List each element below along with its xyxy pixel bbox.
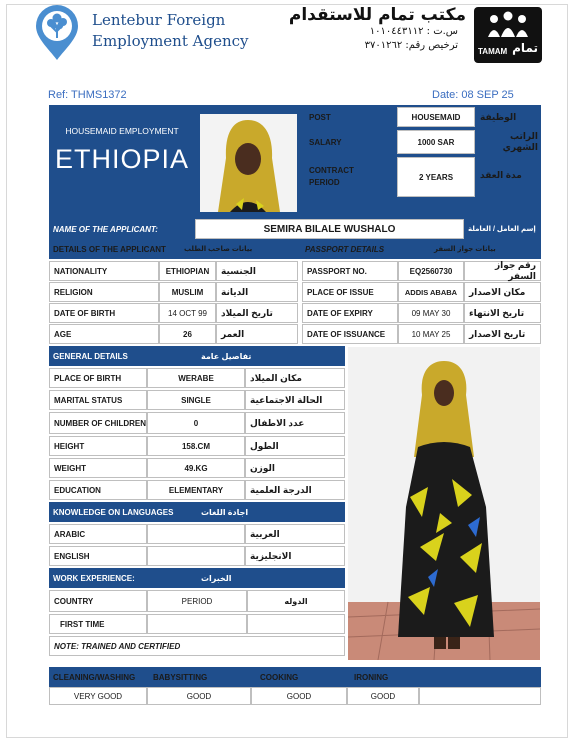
english-value bbox=[147, 546, 245, 566]
skill-babysitting-label: BABYSITTING bbox=[153, 672, 208, 682]
skill-cleaning-label: CLEANING/WASHING bbox=[53, 672, 136, 682]
nationality-ar: الجنسية bbox=[216, 261, 298, 281]
expiry-label: DATE OF EXPIRY bbox=[302, 303, 398, 323]
height-ar: الطول bbox=[245, 436, 345, 456]
age-ar: العمر bbox=[216, 324, 298, 344]
passport-no-ar: رقم جواز السفر bbox=[464, 261, 541, 281]
age-value: 26 bbox=[159, 324, 216, 344]
languages-section-title: KNOWLEDGE ON LANGUAGES bbox=[49, 502, 197, 522]
english-label: ENGLISH bbox=[49, 546, 147, 566]
applicant-name-value: SEMIRA BILALE WUSHALO bbox=[195, 219, 464, 239]
arabic-value bbox=[147, 524, 245, 544]
experience-first-time-period bbox=[147, 614, 247, 634]
tamam-brand: TAMAM bbox=[478, 47, 508, 56]
tamam-brand-ar: تمام bbox=[512, 41, 538, 55]
experience-section-title-ar: الخبرات bbox=[197, 568, 345, 588]
general-section-title: GENERAL DETAILS bbox=[49, 346, 197, 366]
applicant-name-label: NAME OF THE APPLICANT: bbox=[49, 219, 195, 239]
job-contract-value: 2 YEARS bbox=[397, 157, 475, 197]
reference-number: Ref: THMS1372 bbox=[48, 89, 127, 101]
weight-value: 49.KG bbox=[147, 458, 245, 478]
dob-label: DATE OF BIRTH bbox=[49, 303, 159, 323]
skill-cooking-value: GOOD bbox=[251, 687, 347, 705]
job-post-label: POST bbox=[309, 112, 331, 122]
place-of-issue-label: PLACE OF ISSUE bbox=[302, 282, 398, 302]
children-value: 0 bbox=[147, 412, 245, 434]
children-ar: عدد الاطفال bbox=[245, 412, 345, 434]
weight-ar: الوزن bbox=[245, 458, 345, 478]
job-post-ar: الوظيفة bbox=[480, 111, 517, 122]
place-of-issue-ar: مكان الاصدار bbox=[464, 282, 541, 302]
children-label: NUMBER OF CHILDREN bbox=[49, 412, 147, 434]
religion-ar: الديانة bbox=[216, 282, 298, 302]
religion-value: MUSLIM bbox=[159, 282, 216, 302]
cr-number: س.ت : ١٠١٠٤٤٣١١٢ bbox=[369, 26, 458, 37]
experience-country-header-ar: الدوله bbox=[247, 590, 345, 612]
skill-cooking-label: COOKING bbox=[260, 672, 299, 682]
arabic-office-name: مكتب تمام للاستقدام bbox=[288, 5, 466, 25]
place-of-issue-value: ADDIS ABABA bbox=[398, 282, 464, 302]
arabic-label: ARABIC bbox=[49, 524, 147, 544]
place-of-birth-value: WERABE bbox=[147, 368, 245, 388]
place-of-birth-ar: مكان الميلاد bbox=[245, 368, 345, 388]
education-label: EDUCATION bbox=[49, 480, 147, 500]
agency-name-line2: Employment Agency bbox=[92, 32, 249, 50]
skill-babysitting-value: GOOD bbox=[147, 687, 251, 705]
age-label: AGE bbox=[49, 324, 159, 344]
applicant-full-body-photo bbox=[348, 347, 540, 660]
expiry-value: 09 MAY 30 bbox=[398, 303, 464, 323]
experience-country-header: COUNTRY bbox=[49, 590, 147, 612]
passport-section-title-ar: بيانات جواز السفر bbox=[434, 246, 496, 253]
dob-value: 14 OCT 99 bbox=[159, 303, 216, 323]
tamam-logo bbox=[474, 7, 542, 63]
job-salary-value: 1000 SAR bbox=[397, 130, 475, 154]
applicant-name-ar: إسم العامل / العاملة bbox=[464, 219, 541, 239]
marital-status-value: SINGLE bbox=[147, 390, 245, 410]
experience-first-time: FIRST TIME bbox=[49, 614, 147, 634]
nationality-label: NATIONALITY bbox=[49, 261, 159, 281]
place-of-birth-label: PLACE OF BIRTH bbox=[49, 368, 147, 388]
experience-note: NOTE: TRAINED AND CERTIFIED bbox=[49, 636, 345, 656]
languages-section-title-ar: اجادة اللغات bbox=[197, 502, 345, 522]
issuance-ar: تاريخ الاصدار bbox=[464, 324, 541, 344]
dob-ar: تاريخ الميلاد bbox=[216, 303, 298, 323]
agency-logo bbox=[34, 4, 80, 62]
country-title: ETHIOPIA bbox=[54, 144, 190, 174]
marital-status-label: MARITAL STATUS bbox=[49, 390, 147, 410]
english-ar: الانجليزية bbox=[245, 546, 345, 566]
experience-section-title: WORK EXPERIENCE: bbox=[49, 568, 197, 588]
skill-cleaning-value: VERY GOOD bbox=[49, 687, 147, 705]
passport-no-value: EQ2560730 bbox=[398, 261, 464, 281]
general-section-title-ar: تفاصيل عامة bbox=[197, 346, 345, 366]
skill-empty-cell bbox=[419, 687, 541, 705]
education-value: ELEMENTARY bbox=[147, 480, 245, 500]
details-section-title-ar: بيانات صاحب الطلب bbox=[184, 246, 253, 253]
position-label: HOUSEMAID EMPLOYMENT bbox=[65, 126, 179, 136]
skill-ironing-label: IRONING bbox=[354, 672, 389, 682]
passport-section-title: PASSPORT DETAILS bbox=[305, 244, 385, 254]
issuance-value: 10 MAY 25 bbox=[398, 324, 464, 344]
skill-ironing-value: GOOD bbox=[347, 687, 419, 705]
issuance-label: DATE OF ISSUANCE bbox=[302, 324, 398, 344]
details-section-title: DETAILS OF THE APPLICANT bbox=[53, 244, 166, 254]
agency-name-line1: Lentebur Foreign bbox=[92, 11, 226, 29]
tamam-people-icon bbox=[474, 7, 542, 43]
job-contract-label: CONTRACT PERIOD bbox=[309, 166, 354, 187]
experience-period-header: PERIOD bbox=[147, 590, 247, 612]
expiry-ar: تاريخ الانتهاء bbox=[464, 303, 541, 323]
marital-status-ar: الحالة الاجتماعية bbox=[245, 390, 345, 410]
license-number: ترخيص رقم: ٣٧٠١٢٦٢ bbox=[364, 40, 458, 51]
nationality-value: ETHIOPIAN bbox=[159, 261, 216, 281]
religion-label: RELIGION bbox=[49, 282, 159, 302]
education-ar: الدرجة العلمية bbox=[245, 480, 345, 500]
height-value: 158.CM bbox=[147, 436, 245, 456]
job-contract-ar: مدة العقد bbox=[480, 169, 522, 180]
experience-first-time-extra bbox=[247, 614, 345, 634]
arabic-ar: العربية bbox=[245, 524, 345, 544]
job-salary-label: SALARY bbox=[309, 137, 342, 147]
job-salary-ar: الراتب الشهري bbox=[502, 131, 538, 152]
job-post-value: HOUSEMAID bbox=[397, 107, 475, 127]
passport-no-label: PASSPORT NO. bbox=[302, 261, 398, 281]
document-date: Date: 08 SEP 25 bbox=[432, 89, 514, 101]
weight-label: WEIGHT bbox=[49, 458, 147, 478]
applicant-portrait-photo bbox=[200, 114, 297, 212]
height-label: HEIGHT bbox=[49, 436, 147, 456]
